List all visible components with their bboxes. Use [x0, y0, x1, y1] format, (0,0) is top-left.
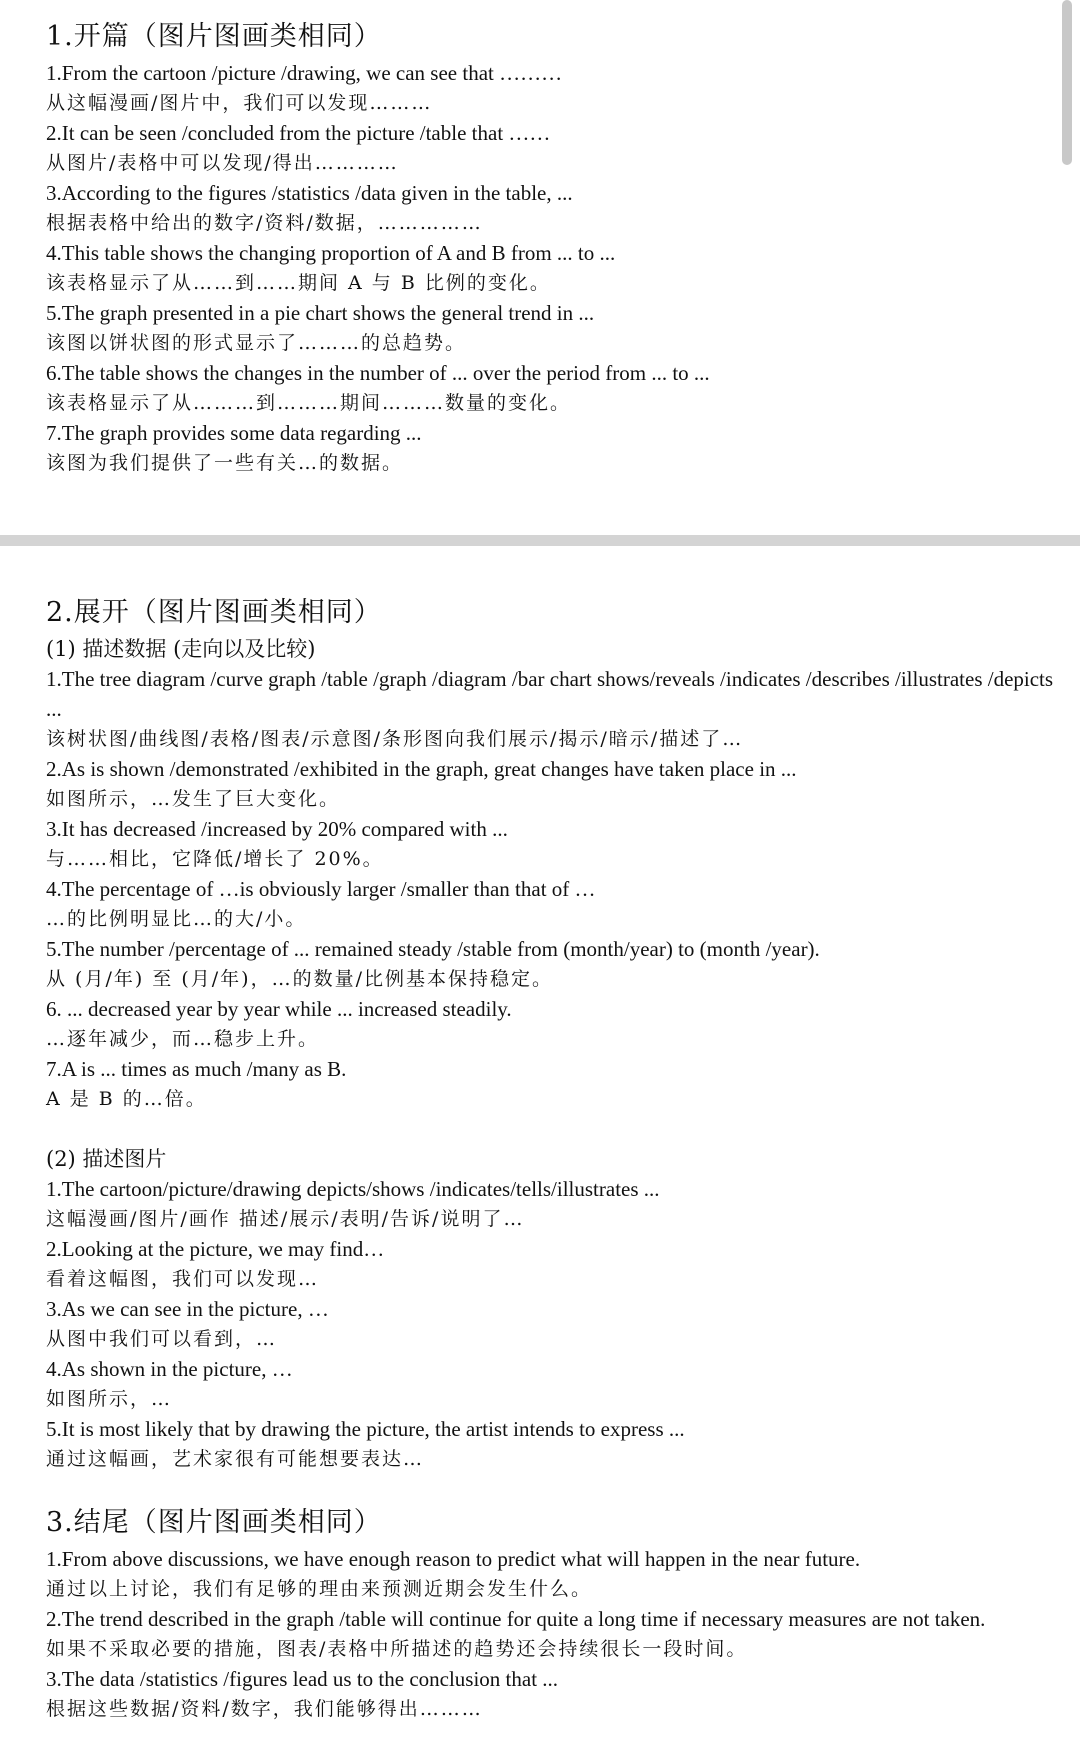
scrollbar[interactable] [1062, 0, 1072, 165]
phrase-english: 5.The number /percentage of ... remained steady /stable from (month/year) to (month /year). [46, 937, 820, 961]
phrase-list [46, 1174, 1070, 1474]
phrase-english: 2.Looking at the picture, we may find… [46, 1237, 385, 1261]
phrase-chinese: …的比例明显比…的大/小。 [46, 908, 307, 930]
phrase-chinese: 通过以上讨论，我们有足够的理由来预测近期会发生什么。 [46, 1578, 593, 1600]
phrase-list [46, 664, 1070, 1114]
phrase-english: 2.As is shown /demonstrated /exhibited in the graph, great changes have taken place in ... [46, 757, 797, 781]
phrase-english: 4.As shown in the picture, … [46, 1357, 293, 1381]
phrase-chinese: 看着这幅图，我们可以发现… [46, 1268, 320, 1290]
phrase-chinese: 根据表格中给出的数字/资料/数据，…………… [46, 212, 483, 234]
phrase-chinese: 从图片/表格中可以发现/得出………… [46, 152, 399, 174]
page-one [0, 0, 1080, 535]
phrase-english: 6.The table shows the changes in the number of ... over the period from ... to ... [46, 361, 710, 385]
phrase-chinese: 如果不采取必要的措施，图表/表格中所描述的趋势还会持续很长一段时间。 [46, 1638, 748, 1660]
phrase-english: 3.As we can see in the picture, … [46, 1297, 329, 1321]
spacer [46, 1474, 1070, 1504]
phrase-english: 5.It is most likely that by drawing the picture, the artist intends to express ... [46, 1417, 685, 1441]
section-opening [46, 18, 1070, 478]
phrase-chinese: 这幅漫画/图片/画作 描述/展示/表明/告诉/说明了… [46, 1208, 525, 1230]
phrase-english: 4.The percentage of …is obviously larger /smaller than that of … [46, 877, 596, 901]
section-development [46, 594, 1070, 1724]
phrase-chinese: 该树状图/曲线图/表格/图表/示意图/条形图向我们展示/揭示/暗示/描述了… [46, 728, 744, 750]
phrase-english: 1.The cartoon/picture/drawing depicts/shows /indicates/tells/illustrates ... [46, 1177, 660, 1201]
phrase-chinese: A 是 B 的…倍。 [46, 1088, 207, 1110]
phrase-chinese: 与……相比，它降低/增长了 20%。 [46, 848, 384, 870]
phrase-english: 6. ... decreased year by year while ... increased steadily. [46, 997, 512, 1021]
section-title: 3.结尾（图片图画类相同） [46, 1507, 382, 1538]
phrase-english: 7.The graph provides some data regarding ... [46, 421, 422, 445]
phrase-chinese: 该表格显示了从……到……期间 A 与 B 比例的变化。 [46, 272, 551, 294]
phrase-chinese: 从 (月/年) 至 (月/年)，…的数量/比例基本保持稳定。 [46, 968, 553, 990]
phrase-english: 5.The graph presented in a pie chart shows the general trend in ... [46, 301, 595, 325]
phrase-english: 7.A is ... times as much /many as B. [46, 1057, 347, 1081]
phrase-chinese: 从图中我们可以看到，… [46, 1328, 278, 1350]
phrase-chinese: 通过这幅画，艺术家很有可能想要表达… [46, 1448, 425, 1470]
phrase-english: 1.From the cartoon /picture /drawing, we can see that ……… [46, 61, 563, 85]
subsection-title: (1) 描述数据 (走向以及比较) [46, 637, 316, 661]
section-ending [46, 1504, 1070, 1724]
phrase-chinese: 如图所示，… [46, 1388, 173, 1410]
section-title: 2.展开（图片图画类相同） [46, 597, 382, 628]
phrase-list [46, 58, 1070, 478]
page-two [0, 546, 1080, 1758]
spacer [46, 1114, 1070, 1144]
phrase-chinese: 该表格显示了从………到………期间………数量的变化。 [46, 392, 572, 414]
phrase-chinese: 该图为我们提供了一些有关…的数据。 [46, 452, 404, 474]
phrase-english: 3.It has decreased /increased by 20% compared with ... [46, 817, 508, 841]
phrase-chinese: 根据这些数据/资料/数字，我们能够得出……… [46, 1698, 483, 1720]
phrase-english: 4.This table shows the changing proportion of A and B from ... to ... [46, 241, 616, 265]
phrase-english: 2.The trend described in the graph /table will continue for quite a long time if necessary measures are not taken. [46, 1607, 986, 1631]
phrase-chinese: 从这幅漫画/图片中，我们可以发现……… [46, 92, 433, 114]
phrase-chinese: …逐年减少，而…稳步上升。 [46, 1028, 320, 1050]
phrase-english: 1.The tree diagram /curve graph /table /graph /diagram /bar chart shows/reveals /indicates /describes /illustrates /depicts ... [46, 667, 1054, 721]
phrase-english: 2.It can be seen /concluded from the picture /table that …… [46, 121, 551, 145]
section-title: 1.开篇（图片图画类相同） [46, 21, 382, 52]
phrase-english: 3.According to the figures /statistics /data given in the table, ... [46, 181, 573, 205]
phrase-list [46, 1544, 1070, 1724]
phrase-chinese: 如图所示，…发生了巨大变化。 [46, 788, 341, 810]
phrase-chinese: 该图以饼状图的形式显示了………的总趋势。 [46, 332, 467, 354]
phrase-english: 3.The data /statistics /figures lead us to the conclusion that ... [46, 1667, 559, 1691]
subsection-title: (2) 描述图片 [46, 1147, 167, 1171]
page-divider [0, 535, 1080, 546]
phrase-english: 1.From above discussions, we have enough reason to predict what will happen in the near future. [46, 1547, 861, 1571]
